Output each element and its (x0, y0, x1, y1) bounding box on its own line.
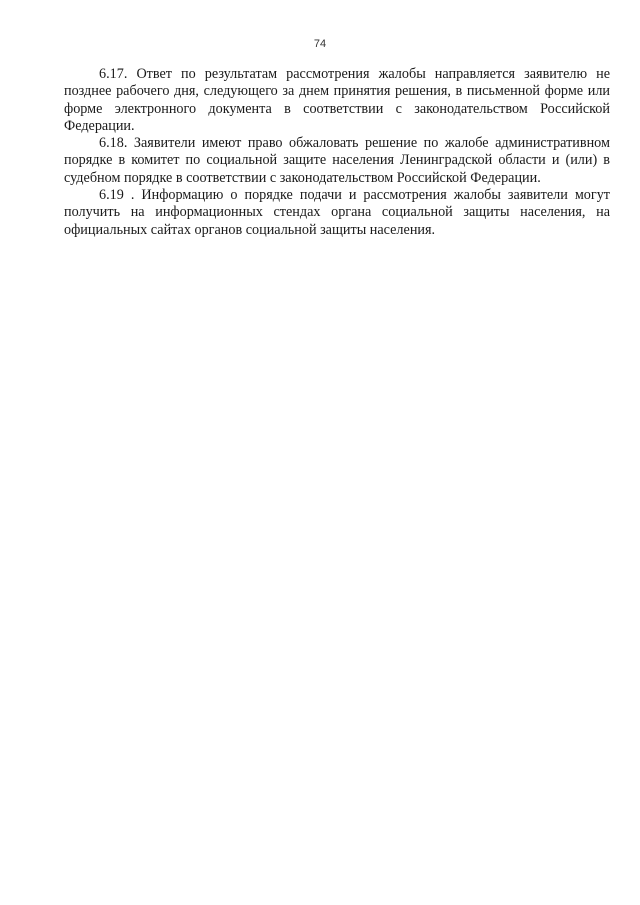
paragraph-6-17 (64, 66, 610, 135)
paragraph-number: 6.18. (99, 135, 128, 152)
document-body (64, 66, 610, 239)
page-number: 74 (313, 38, 327, 50)
paragraph-text: Ответ по результатам рассмотрения жалобы направляется заявителю не позднее рабочего дня, следующего за днем принятия решения, в письменной форме или форме электронного документа в соответствии с законодательством Российской Федерации. (64, 66, 610, 134)
paragraph-6-18 (64, 135, 610, 187)
paragraph-number: 6.17. (99, 66, 128, 82)
paragraph-text: Заявители имеют право обжаловать решение по жалобе административном порядке в комитет по социальной защите населения Ленинградской области и (или) в судебном порядке в соответствии с законодательством Российской Федерации. (64, 135, 610, 186)
paragraph-number: 6.19 . (99, 187, 135, 204)
paragraph-6-19 (64, 187, 610, 239)
paragraph-text: Информацию о порядке подачи и рассмотрения жалобы заявители могут получить на информационных стендах органа социальной защиты населения, на официальных сайтах органов социальной защиты населения. (64, 187, 611, 238)
